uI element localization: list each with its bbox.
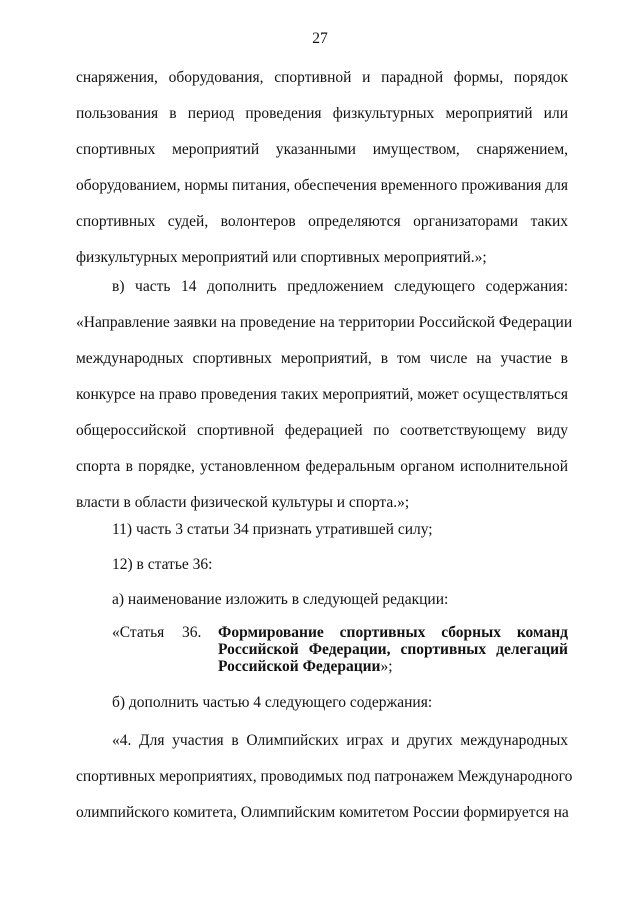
text-line: «Направление заявки на проведение на территории Российской Федерации [76,314,573,331]
item-12: 12) в статье 36: [112,556,213,573]
item-a: а) наименование изложить в следующей редакции: [112,591,449,608]
text-line: спорта в порядке, установленном федеральным органом исполнительной [76,458,568,475]
text-line: в) часть 14 дополнить предложением следующего содержания: [112,278,568,295]
text-line: олимпийского комитета, Олимпийским комитетом России формируется на [76,804,569,821]
text-line: спортивных мероприятий указанными имуществом, снаряжением, [76,141,568,158]
text-line: общероссийской спортивной федерацией по соответствующему виду [76,422,568,439]
item-11: 11) часть 3 статьи 34 признать утратившей силу; [112,521,433,538]
article-title-line: Российской Федерации, спортивных делегаций [218,641,568,658]
article-heading [112,623,568,683]
text-line: оборудованием, нормы питания, обеспечения временного проживания для [76,177,568,194]
article-title-ending: »; [380,658,393,675]
text-line: спортивных мероприятиях, проводимых под патронажем Международного [76,768,573,785]
paragraph-part-4 [76,729,573,837]
article-title-line: Формирование спортивных сборных команд [218,624,568,641]
article-title [218,623,568,674]
article-prefix: «Статья [112,624,165,641]
text-line: пользования в период проведения физкультурных мероприятий или [76,105,568,122]
text-line: международных спортивных мероприятий, в том числе на участие в [76,350,568,367]
article-title-line-last [218,657,568,674]
text-line: снаряжения, оборудования, спортивной и парадной формы, порядок [76,69,568,86]
text-line: спортивных судей, волонтеров определяются организаторами таких [76,213,568,230]
text-line: физкультурных мероприятий или спортивных мероприятий.»; [76,249,487,266]
text-line: власти в области физической культуры и спорта.»; [76,494,410,511]
page-number: 27 [312,30,328,47]
item-b: б) дополнить частью 4 следующего содержания: [112,694,433,711]
paragraph-part-14 [76,275,573,527]
paragraph-continuation [76,66,568,282]
article-number: 36. [182,624,202,641]
article-title-text: Российской Федерации [218,658,381,675]
text-line: конкурсе на право проведения таких мероприятий, может осуществляться [76,386,568,403]
text-line: «4. Для участия в Олимпийских играх и других международных [112,732,568,749]
